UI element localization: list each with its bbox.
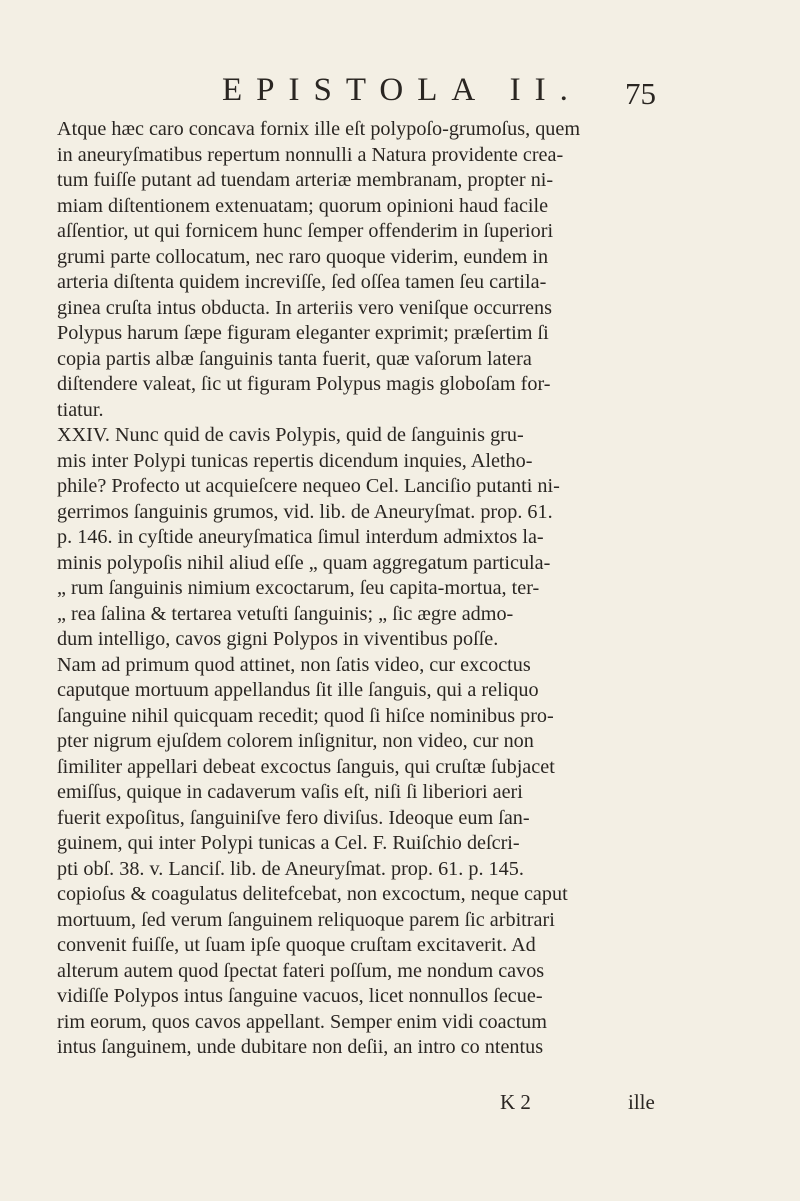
text-line: rim eorum, quos cavos appellant. Semper enim vidi coactum bbox=[57, 1010, 547, 1033]
text-line: Nam ad primum quod attinet, non ſatis video, cur excoctus bbox=[57, 653, 531, 676]
text-line: Polypus harum ſæpe figuram eleganter exprimit; præſertim ſi bbox=[57, 322, 549, 344]
text-line: ſimiliter appellari debeat excoctus ſanguis, qui cruſtæ ſubjacet bbox=[57, 755, 555, 778]
text-line: Atque hæc caro concava fornix ille eſt polypoſo-grumoſus, quem bbox=[57, 118, 581, 140]
text-line: fuerit expoſitus, ſanguiniſve fero diviſus. Ideoque eum ſan- bbox=[57, 806, 530, 829]
text-line: miam diſtentionem extenuatam; quorum opinioni haud facile bbox=[57, 194, 549, 217]
text-line: „ rum ſanguinis nimium excoctarum, ſeu capita-mortua, ter- bbox=[57, 577, 540, 599]
signature-mark: K 2 bbox=[500, 1090, 531, 1114]
text-line: in aneuryſmatibus repertum nonnulli a Natura providente crea- bbox=[57, 143, 564, 166]
text-line: grumi parte collocatum, nec raro quoque viderim, eundem in bbox=[57, 245, 549, 268]
text-line: p. 146. in cyſtide aneuryſmatica ſimul interdum admixtos la- bbox=[57, 526, 544, 548]
page-header bbox=[0, 72, 800, 112]
page-number: 75 bbox=[625, 76, 656, 111]
text-line: mis inter Polypi tunicas repertis dicendum inquies, Aletho- bbox=[57, 449, 533, 472]
text-line: aſſentior, ut qui fornicem hunc ſemper offenderim in ſuperiori bbox=[57, 220, 554, 242]
text-line: dum intelligo, cavos gigni Polypos in viventibus poſſe. bbox=[57, 628, 499, 650]
text-line: tum fuiſſe putant ad tuendam arteriæ membranam, propter ni- bbox=[57, 169, 554, 191]
text-line: ginea cruſta intus obducta. In arteriis vero veniſque occurrens bbox=[57, 296, 552, 319]
text-line: XXIV. Nunc quid de cavis Polypis, quid de ſanguinis gru- bbox=[57, 424, 524, 446]
running-head: EPISTOLA II. bbox=[222, 72, 582, 108]
body-text bbox=[57, 117, 705, 1061]
text-line: copioſus & coagulatus delitefcebat, non excoctum, neque caput bbox=[57, 883, 568, 905]
text-line: gerrimos ſanguinis grumos, vid. lib. de Aneuryſmat. prop. 61. bbox=[57, 500, 553, 523]
text-line: vidiſſe Polypos intus ſanguine vacuos, licet nonnullos ſecue- bbox=[57, 985, 543, 1007]
catchword: ille bbox=[628, 1090, 655, 1114]
text-line: ſanguine nihil quicquam recedit; quod ſi hiſce nominibus pro- bbox=[57, 704, 554, 727]
text-line: intus ſanguinem, unde dubitare non deſii, an intro co ntentus bbox=[57, 1036, 544, 1058]
text-line: pti obſ. 38. v. Lanciſ. lib. de Aneuryſmat. prop. 61. p. 145. bbox=[57, 857, 524, 880]
text-line: convenit fuiſſe, ut ſuam ipſe quoque cruſtam excitaverit. Ad bbox=[57, 934, 536, 956]
text-line: copia partis albæ ſanguinis tanta fuerit, quæ vaſorum latera bbox=[57, 347, 532, 370]
text-line: arteria diſtenta quidem increviſſe, ſed oſſea tamen ſeu cartila- bbox=[57, 271, 547, 293]
text-line: minis polypoſis nihil aliud eſſe „ quam aggregatum particula- bbox=[57, 551, 551, 574]
text-line: alterum autem quod ſpectat fateri poſſum, me nondum cavos bbox=[57, 959, 545, 982]
text-line: emiſſus, quique in cadaverum vaſis eſt, niſi ſi liberiori aeri bbox=[57, 781, 523, 803]
text-line: caputque mortuum appellandus ſit ille ſanguis, qui a reliquo bbox=[57, 679, 539, 701]
text-line: phile? Profecto ut acquieſcere nequeo Cel. Lanciſio putanti ni- bbox=[57, 475, 560, 497]
text-line: mortuum, ſed verum ſanguinem reliquoque parem ſic arbitrari bbox=[57, 908, 555, 931]
text-line: tiatur. bbox=[57, 398, 104, 421]
text-line: pter nigrum ejuſdem colorem inſignitur, non video, cur non bbox=[57, 730, 534, 752]
text-line: „ rea ſalina & tertarea vetuſti ſanguinis; „ ſic ægre admo- bbox=[57, 602, 514, 625]
text-line: guinem, qui inter Polypi tunicas a Cel. F. Ruiſchio deſcri- bbox=[57, 832, 520, 854]
text-line: diſtendere valeat, ſic ut figuram Polypus magis globoſam for- bbox=[57, 373, 551, 395]
